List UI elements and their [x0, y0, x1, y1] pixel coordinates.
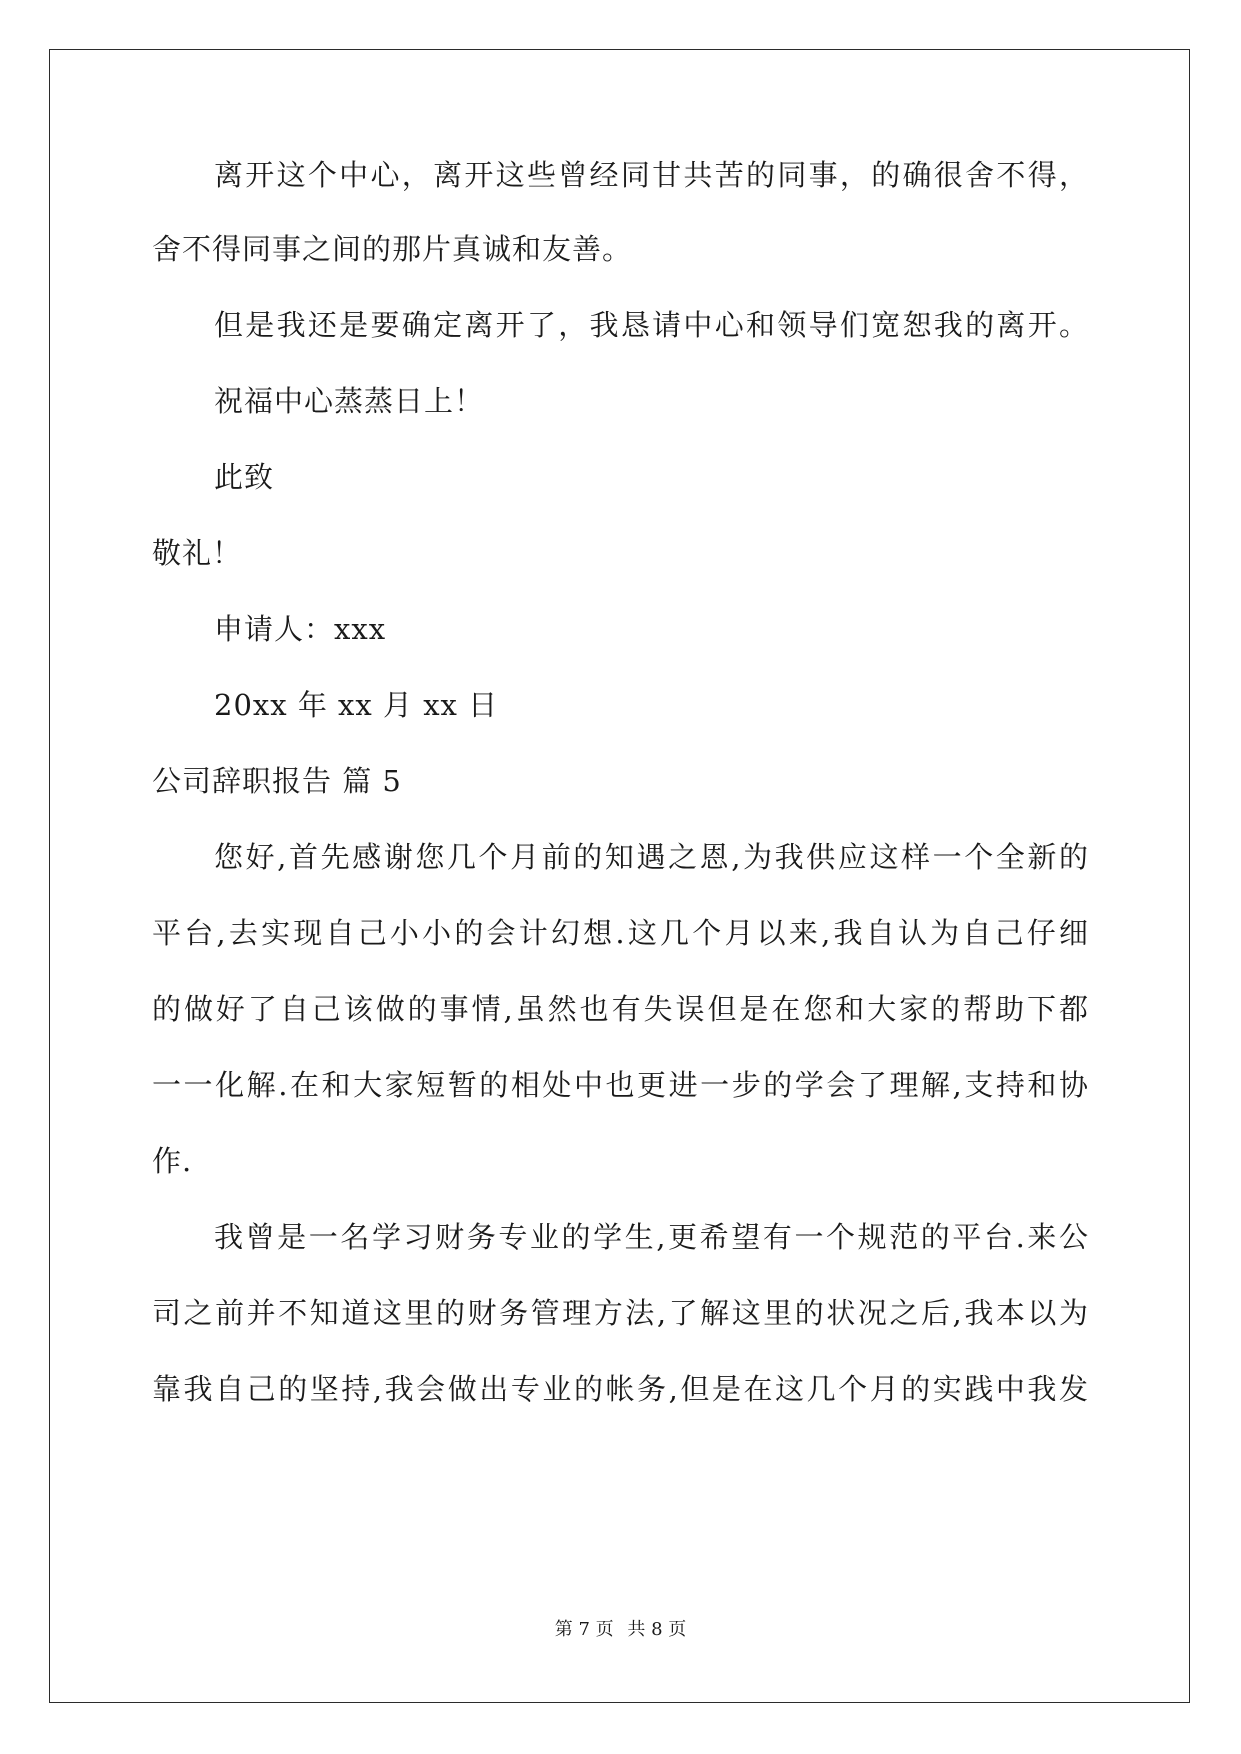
- paragraph-line: 我曾是一名学习财务专业的学生,更希望有一个规范的平台.来公: [214, 1220, 1088, 1254]
- section-heading: 公司辞职报告 篇 5: [152, 764, 402, 798]
- paragraph-line: 您好,首先感谢您几个月前的知遇之恩,为我供应这样一个全新的: [214, 840, 1088, 874]
- closing-regards: 敬礼！: [152, 536, 243, 570]
- paragraph-line: 祝福中心蒸蒸日上！: [214, 384, 485, 418]
- page-number: 第 7 页: [554, 1619, 614, 1640]
- paragraph-line: 一一化解.在和大家短暂的相处中也更进一步的学会了理解,支持和协: [152, 1068, 1088, 1102]
- paragraph-line: 靠我自己的坚持,我会做出专业的帐务,但是在这几个月的实践中我发: [152, 1372, 1088, 1406]
- paragraph-line: 司之前并不知道这里的财务管理方法,了解这里的状况之后,我本以为: [152, 1296, 1088, 1330]
- applicant-line: 申请人：xxx: [214, 612, 387, 646]
- paragraph-line: 舍不得同事之间的那片真诚和友善。: [152, 232, 633, 266]
- paragraph-line: 平台,去实现自己小小的会计幻想.这几个月以来,我自认为自己仔细: [152, 916, 1088, 950]
- date-line: 20xx 年 xx 月 xx 日: [214, 688, 499, 722]
- page-total: 共 8 页: [627, 1619, 687, 1640]
- closing-salutation: 此致: [214, 460, 275, 494]
- page-footer: [0, 1618, 1241, 1642]
- paragraph-line: 但是我还是要确定离开了，我恳请中心和领导们宽恕我的离开。: [214, 308, 1088, 342]
- paragraph-line: 的做好了自己该做的事情,虽然也有失误但是在您和大家的帮助下都: [152, 992, 1088, 1026]
- paragraph-line: 作.: [152, 1144, 193, 1178]
- paragraph-line: 离开这个中心，离开这些曾经同甘共苦的同事，的确很舍不得，: [214, 158, 1088, 192]
